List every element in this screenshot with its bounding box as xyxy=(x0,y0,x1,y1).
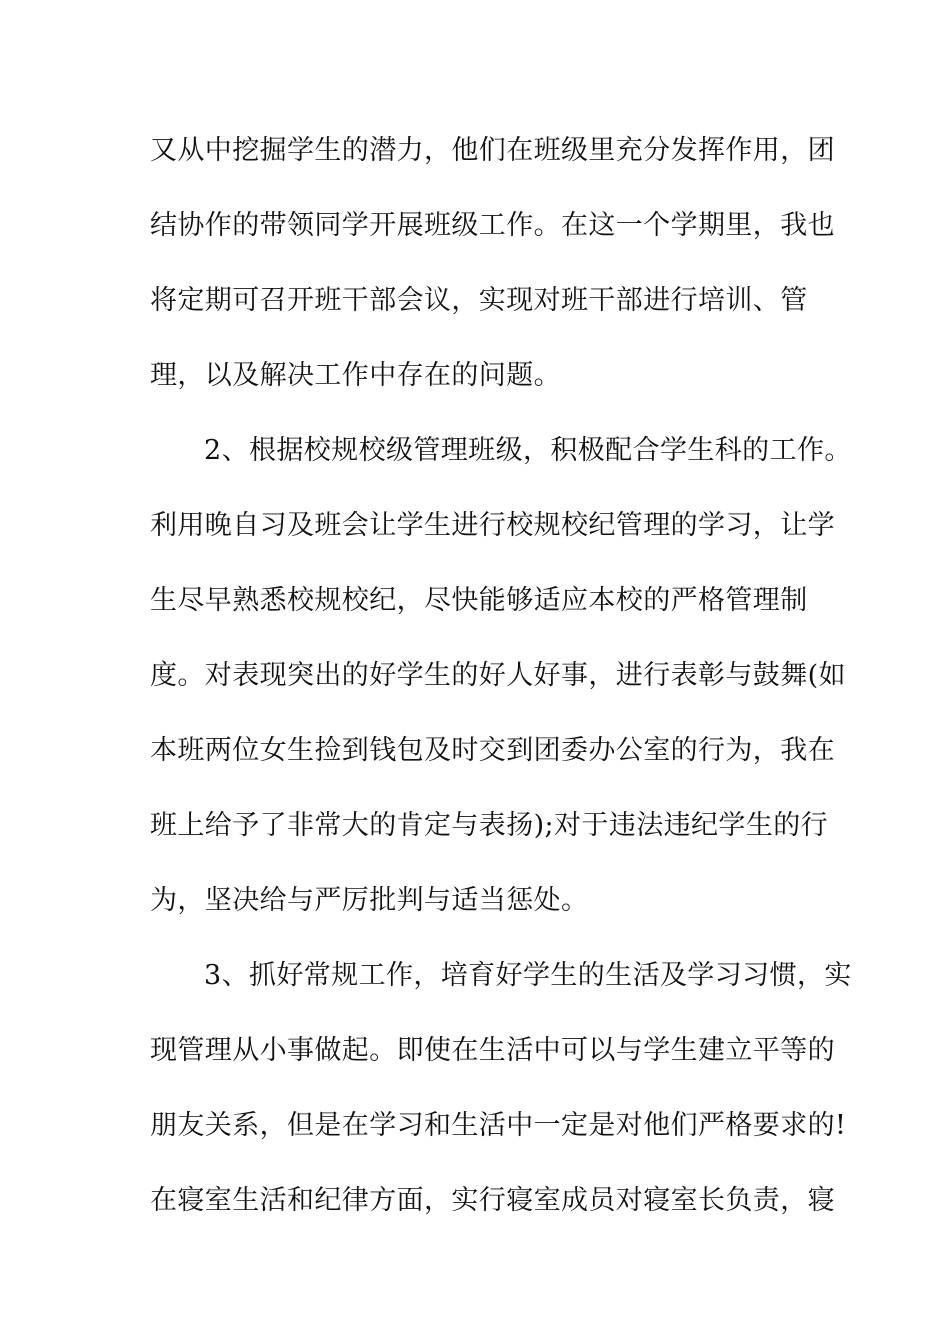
text-line: 朋友关系，但是在学习和生活中一定是对他们严格要求的! xyxy=(150,1110,847,1141)
text-line: 为，坚决给与严厉批判与适当惩处。 xyxy=(150,885,589,916)
text-line: 度。对表现突出的好学生的好人好事，进行表彰与鼓舞(如 xyxy=(150,660,846,691)
text-line: 生尽早熟悉校规校纪，尽快能够适应本校的严格管理制 xyxy=(150,585,808,616)
paragraph-3-start: 3、抓好常规工作，培育好学生的生活及学习习惯，实 xyxy=(204,960,852,991)
paragraph-2-start: 2、根据校规校级管理班级，积极配合学生科的工作。 xyxy=(204,435,852,466)
text-line: 利用晚自习及班会让学生进行校规校纪管理的学习，让学 xyxy=(150,510,835,541)
text-line: 将定期可召开班干部会议，实现对班干部进行培训、管 xyxy=(150,285,808,316)
text-line: 现管理从小事做起。即使在生活中可以与学生建立平等的 xyxy=(150,1035,835,1066)
text-line: 在寝室生活和纪律方面，实行寝室成员对寝室长负责，寝 xyxy=(150,1185,835,1216)
text-line: 理，以及解决工作中存在的问题。 xyxy=(150,360,561,391)
text-line: 班上给予了非常大的肯定与表扬);对于违法违纪学生的行 xyxy=(150,810,829,841)
text-line: 又从中挖掘学生的潜力，他们在班级里充分发挥作用，团 xyxy=(150,135,835,166)
text-line: 本班两位女生捡到钱包及时交到团委办公室的行为，我在 xyxy=(150,735,835,766)
text-line: 结协作的带领同学开展班级工作。在这一个学期里，我也 xyxy=(150,210,835,241)
